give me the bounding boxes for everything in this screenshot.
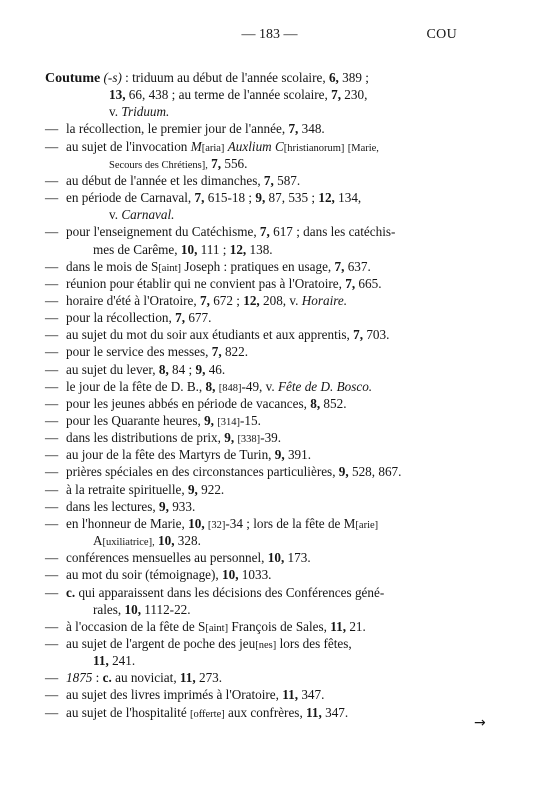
dash-marker: — — [45, 172, 59, 188]
entry-text: 328. — [174, 533, 201, 549]
entry-text: 677. — [185, 310, 212, 326]
entry-text: au sujet de l'argent de poche des jeu — [66, 635, 256, 651]
entry-text: pour la récollection, — [66, 310, 176, 326]
entry-text: 241. — [108, 653, 136, 669]
entry-text: au sujet des livres imprimés à l'Oratoire, — [66, 687, 283, 703]
entry-text: 21. — [346, 618, 366, 634]
dash-marker: — — [45, 275, 59, 291]
italic-text: Fête de D. Bosco. — [277, 378, 373, 394]
dash-marker: — — [45, 584, 59, 600]
entry-text: 933. — [168, 498, 196, 514]
entry-text: 347. — [321, 704, 349, 720]
entry-text: au sujet de l'invocation — [66, 138, 191, 154]
volume-ref: 7, — [211, 155, 222, 171]
bracket-text: [uxiliatrice], — [102, 537, 155, 549]
continuation-line — [93, 601, 191, 618]
sub-entry-text — [66, 412, 261, 431]
entry-text: 1112-22. — [140, 601, 191, 617]
continue-arrow-icon: → — [474, 715, 486, 731]
entry-text: à l'occasion de la fête de S — [66, 618, 206, 634]
entry-text: 208, v. — [259, 292, 302, 308]
entry-text: en période de Carnaval, — [66, 190, 195, 206]
entry-text: mes de Carême, — [93, 241, 181, 257]
volume-ref: 10, — [180, 241, 198, 257]
dash-marker: — — [45, 704, 59, 720]
dash-marker: — — [45, 344, 59, 360]
volume-ref: 11, — [306, 704, 322, 720]
volume-ref: 9, — [195, 361, 206, 377]
entry-text: 46. — [205, 361, 226, 377]
dash-marker: — — [45, 138, 59, 154]
volume-ref: 13, — [109, 87, 126, 103]
dash-marker: — — [45, 378, 59, 394]
sub-entry-text — [66, 138, 379, 157]
entry-text: 1033. — [238, 567, 272, 583]
sub-entry-text — [66, 309, 211, 326]
entry-text: au sujet du lever, — [66, 361, 159, 377]
volume-ref: 9, — [187, 481, 198, 497]
italic-text: Horaire. — [301, 292, 348, 308]
entry-text: 556. — [221, 155, 248, 171]
entry-text: 111 ; — [197, 241, 230, 257]
page-number: — 183 — — [241, 27, 298, 42]
sub-entry-text — [66, 481, 224, 498]
entry-text: au début de l'année et les dimanches, — [66, 172, 264, 188]
entry-text: 637. — [344, 258, 371, 274]
entry-text: 348. — [298, 121, 325, 137]
continuation-line — [93, 652, 135, 669]
entry-text: pour les Quarante heures, — [66, 413, 205, 428]
dash-marker: — — [45, 190, 59, 206]
entry-text: dans les distributions de prix, — [66, 430, 225, 446]
entry-text: au noviciat, — [111, 670, 180, 686]
dash-marker: — — [45, 121, 59, 137]
headword: Coutume — [45, 71, 101, 86]
volume-ref: c. — [102, 670, 112, 686]
sub-entry-text — [66, 446, 311, 463]
volume-ref: 8, — [158, 361, 169, 377]
bracket-text: [nes] — [255, 639, 277, 651]
entry-text: 665. — [355, 275, 382, 291]
volume-ref: 8, — [310, 395, 321, 411]
sub-entry-text — [66, 549, 311, 566]
sub-entry-text — [66, 566, 271, 583]
sub-entry-text — [66, 223, 395, 240]
entry-text: réunion pour établir qui ne convient pas à l'Oratoire, — [66, 275, 346, 291]
entry-text: rales, — [93, 601, 125, 617]
continuation-line — [109, 206, 174, 223]
entry-text: 173. — [284, 550, 311, 566]
volume-ref: 7, — [345, 275, 356, 291]
volume-ref: 10, — [222, 567, 239, 583]
entry-text: au sujet du mot du soir aux étudiants et aux apprentis, — [66, 327, 354, 343]
italic-text: Carnaval. — [121, 207, 175, 223]
volume-ref: 7, — [200, 292, 210, 308]
entry-text: qui apparaissent dans les décisions des Conférences géné- — [75, 584, 385, 600]
italic-text: M — [190, 138, 202, 154]
section-label: COU — [426, 27, 457, 42]
volume-ref: 9, — [274, 447, 285, 463]
entry-text: pour le service des messes, — [66, 344, 212, 360]
bracket-text: [314] — [217, 417, 240, 428]
entry-text: 703. — [363, 327, 390, 343]
entry-text: 528, 867. — [348, 464, 402, 480]
volume-ref: 7, — [194, 190, 205, 206]
bracket-text: [aria] — [201, 142, 225, 154]
sub-entry-text — [66, 704, 348, 723]
entry-text: v. — [109, 104, 122, 120]
headword-suffix: (-s) — [100, 70, 122, 85]
volume-ref: 11, — [330, 618, 347, 634]
dash-marker: — — [45, 481, 59, 497]
entry-text: au jour de la fête des Martyrs de Turin, — [66, 447, 275, 463]
entry-text: -39. — [260, 430, 282, 446]
entry-text: 66, 438 ; au terme de l'année scolaire, — [125, 87, 332, 103]
entry-text: à la retraite spirituelle, — [66, 481, 188, 497]
entry-text: en l'honneur de Marie, — [66, 515, 189, 531]
entry-text: Joseph : pratiques en usage, — [181, 258, 335, 274]
dash-marker: — — [45, 430, 59, 446]
entry-text: 84 ; — [168, 361, 196, 377]
bracket-text: Secours des Chrétiens], — [109, 159, 208, 171]
dash-marker: — — [45, 567, 59, 583]
volume-ref: 7, — [334, 258, 345, 274]
sub-entry-text — [66, 361, 225, 378]
entry-text: aux confrères, — [224, 704, 307, 720]
sub-entry-text — [66, 515, 378, 534]
entry-text: François de Sales, — [228, 618, 331, 634]
volume-ref: 7, — [175, 310, 186, 326]
entry-headword-line — [45, 69, 369, 87]
entry-text: v. — [109, 207, 122, 223]
bracket-text: [Marie, — [347, 142, 379, 154]
volume-ref: 10, — [188, 515, 205, 531]
volume-ref: 9, — [338, 464, 349, 480]
sub-entry-text — [66, 395, 347, 412]
volume-ref: 9, — [224, 430, 235, 446]
volume-ref: 11, — [93, 653, 109, 669]
dash-marker: — — [45, 670, 59, 686]
entry-text: 391. — [284, 447, 312, 463]
volume-ref: 9, — [255, 190, 266, 206]
volume-ref: 7, — [263, 172, 274, 188]
bracket-text: [aint] — [158, 262, 182, 274]
sub-entry-text — [66, 463, 401, 480]
sub-entry-text — [66, 326, 389, 343]
bracket-text: [848] — [218, 382, 242, 394]
dash-marker: — — [45, 413, 59, 428]
sub-entry-text — [66, 343, 248, 360]
volume-ref: 8, — [205, 378, 216, 394]
page-header — [0, 27, 539, 47]
sub-entry-text — [66, 686, 324, 703]
entry-text: 87, 535 ; — [265, 190, 319, 206]
volume-ref: 11, — [282, 687, 299, 703]
volume-ref: 10, — [124, 601, 141, 617]
entry-text: pour l'enseignement du Catéchisme, — [66, 224, 260, 240]
dash-marker: — — [45, 361, 59, 377]
entry-text: prières spéciales en des circonstances particulières, — [66, 464, 339, 480]
bracket-text: [aint] — [205, 622, 229, 634]
entry-text: 587. — [273, 172, 301, 188]
dash-marker: — — [45, 515, 59, 531]
dash-marker: — — [45, 224, 59, 240]
sub-entry-text — [66, 498, 195, 515]
bracket-text: [arie] — [355, 519, 379, 531]
sub-entry-text — [66, 618, 366, 637]
entry-text: 617 ; dans les catéchis- — [269, 224, 396, 240]
dash-marker: — — [45, 498, 59, 514]
volume-ref: 12, — [243, 292, 260, 308]
volume-ref: 10, — [158, 533, 175, 549]
entry-text: : triduum au début de l'année scolaire, — [121, 70, 329, 85]
sub-entry-text — [66, 635, 352, 654]
italic-text: Auxlium C — [227, 138, 284, 154]
entry-text: 273. — [195, 670, 223, 686]
sub-entry-text — [66, 378, 372, 397]
continuation-line — [109, 103, 169, 120]
entry-text: pour les jeunes abbés en période de vacances, — [66, 395, 311, 411]
continuation-line — [109, 155, 247, 174]
entry-text: 822. — [221, 344, 249, 360]
bracket-text: [offerte] — [189, 708, 225, 720]
dash-marker: — — [45, 687, 59, 703]
dash-marker: — — [45, 635, 59, 651]
dash-marker: — — [45, 464, 59, 480]
sub-entry-text — [66, 669, 222, 686]
dash-marker: — — [45, 258, 59, 274]
entry-text: -49, v. — [241, 378, 278, 394]
entry-text: 138. — [246, 241, 273, 257]
entry-text: : — [92, 670, 103, 686]
entry-text: -15. — [240, 413, 261, 428]
entry-text: dans le mois de S — [66, 258, 159, 274]
sub-entry-text — [66, 292, 347, 309]
entry-text: la récollection, le premier jour de l'année, — [66, 121, 289, 137]
dash-marker: — — [45, 292, 59, 308]
dash-marker: — — [45, 310, 59, 326]
volume-ref: 12, — [318, 190, 335, 206]
dash-marker: — — [45, 327, 59, 343]
italic-text: 1875 — [66, 670, 93, 686]
sub-entry-text — [66, 275, 382, 292]
entry-text: au sujet de l'hospitalité — [66, 704, 190, 720]
entry-text: 852. — [320, 395, 347, 411]
sub-entry-text — [66, 429, 281, 448]
volume-ref: 11, — [179, 670, 196, 686]
volume-ref: 7, — [288, 121, 299, 137]
volume-ref: 7, — [353, 327, 364, 343]
volume-ref: 12, — [229, 241, 247, 257]
bracket-text: [32] — [207, 519, 226, 531]
entry-text: 230, — [340, 87, 368, 103]
entry-text: horaire d'été à l'Oratoire, — [66, 292, 200, 308]
dash-marker: — — [45, 395, 59, 411]
entry-text: -34 ; lors de la fête de M — [225, 515, 356, 531]
bracket-text: [338] — [237, 434, 261, 446]
sub-entry-text — [66, 258, 371, 277]
entry-text: 134, — [334, 190, 362, 206]
volume-ref: 10, — [267, 550, 285, 566]
continuation-line — [93, 241, 273, 258]
entry-text: conférences mensuelles au personnel, — [66, 550, 268, 566]
volume-ref: c. — [66, 584, 76, 600]
sub-entry-text — [66, 584, 384, 601]
entry-text: 389 ; — [338, 70, 369, 85]
volume-ref: 6, — [328, 70, 339, 85]
volume-ref: 9, — [159, 498, 169, 514]
entry-text: 347. — [298, 687, 325, 703]
dash-marker: — — [45, 550, 59, 566]
italic-text: Triduum. — [121, 104, 170, 120]
volume-ref: 9, — [204, 413, 214, 428]
entry-text: lors des fêtes, — [276, 635, 352, 651]
dash-marker: — — [45, 618, 59, 634]
entry-text: 672 ; — [209, 292, 244, 308]
bracket-text: [hristianorum] — [283, 142, 345, 154]
entry-text: dans les lectures, — [66, 498, 160, 514]
dash-marker: — — [45, 447, 59, 463]
entry-text: le jour de la fête de D. B., — [66, 378, 206, 394]
continuation-line — [93, 532, 201, 551]
entry-text: 615-18 ; — [204, 190, 256, 206]
entry-text: 922. — [197, 481, 225, 497]
sub-entry-text — [66, 172, 300, 189]
entry-text: au mot du soir (témoignage), — [66, 567, 223, 583]
sub-entry-text — [66, 189, 361, 206]
sub-entry-text — [66, 120, 325, 137]
entry-text: A — [93, 533, 103, 549]
volume-ref: 7, — [211, 344, 222, 360]
volume-ref: 7, — [331, 87, 341, 103]
continuation-line — [109, 86, 367, 103]
volume-ref: 7, — [259, 224, 270, 240]
